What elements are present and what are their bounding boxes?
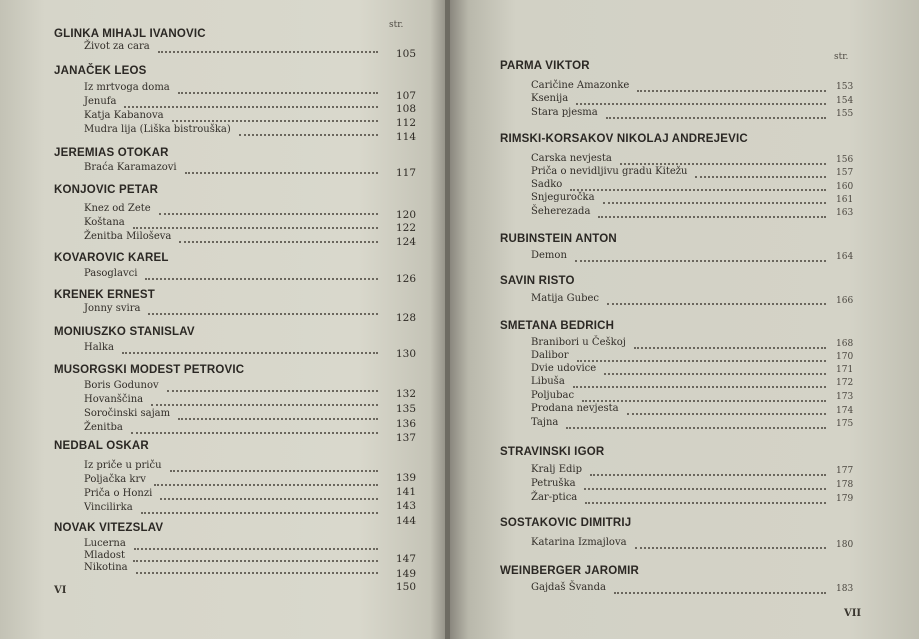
page-number: 143 [396,500,417,512]
page-number: 107 [396,90,417,102]
dot-leader [603,193,826,204]
composer-heading: KONJOVIC PETAR [54,184,159,196]
page-number: 141 [396,486,417,498]
dot-leader [585,493,826,504]
work-title: Katarina Izmajlova [531,537,627,548]
dot-leader [167,381,378,392]
page-number: 166 [836,296,854,306]
page-number: 132 [396,388,417,400]
dot-leader [637,81,826,92]
composer-heading: KRENEK ERNEST [54,289,156,301]
page-number: 122 [396,222,417,234]
work-title: Priča o nevidljivu gradu Kitežu [531,166,688,177]
work-title: Soročinski sajam [84,408,171,419]
dot-leader [576,94,826,105]
page-number: 160 [836,182,854,192]
work-title: Demon [531,250,567,261]
work-title: Dvie udovice [531,363,597,374]
dot-leader [635,538,826,549]
page-number: 149 [396,568,417,580]
dot-leader [154,475,378,486]
work-title: Tajna [531,417,559,428]
dot-leader [570,180,826,191]
composer-heading: GLINKA MIHAJL IVANOVIC [54,28,206,40]
work-title: Ženitba [84,422,123,433]
dot-leader [590,465,826,476]
page-number: 173 [836,392,854,402]
work-title: Stara pjesma [531,107,598,118]
page-number: 168 [836,339,854,349]
page-number: 139 [396,472,417,484]
dot-leader [582,391,826,402]
page-number: 105 [396,48,417,60]
dot-leader [634,338,826,349]
work-title: Mudra lija (Liška bistrouška) [84,124,231,135]
dot-leader [178,409,378,420]
page-number: 170 [836,352,854,362]
work-title: Jenufa [84,96,117,107]
page-folio: VII [844,608,862,619]
work-title: Priča o Honzi [84,488,153,499]
dot-leader [185,163,378,174]
work-title: Hovanščina [84,394,144,405]
composer-heading: STRAVINSKI IGOR [500,446,605,458]
work-title: Halka [84,342,114,353]
work-title: Snjeguročka [531,192,595,203]
work-title: Knez od Zete [84,203,151,214]
composer-heading: JANAČEK LEOS [54,65,147,77]
dot-leader [133,218,378,229]
work-title: Iz priče u priču [84,460,162,471]
work-title: Braća Karamazovi [84,162,177,173]
work-title: Mladost [84,550,125,561]
dot-leader [606,108,826,119]
work-title: Život za cara [84,41,150,52]
right-page [450,0,919,639]
composer-heading: SOSTAKOVIC DIMITRIJ [500,517,632,529]
page-number: 174 [836,406,854,416]
page-number: 178 [836,480,854,490]
work-title: Caričine Amazonke [531,80,630,91]
page-number: 112 [396,117,417,129]
work-title: Ženitba Miloševa [84,231,172,242]
composer-heading: MUSORGSKI MODEST PETROVIC [54,364,245,376]
dot-leader [566,418,826,429]
dot-leader [159,204,378,215]
composer-heading: JEREMIAS OTOKAR [54,147,169,159]
page-number: 155 [836,109,854,119]
page-number: 136 [396,418,417,430]
left-page [0,0,448,639]
dot-leader [577,351,826,362]
page-number: 163 [836,208,854,218]
dot-leader [151,395,378,406]
work-title: Petruška [531,478,576,489]
work-title: Žar-ptica [531,492,578,503]
page-number: 153 [836,82,854,92]
dot-leader [614,583,826,594]
dot-leader [178,83,378,94]
page-number: 144 [396,515,417,527]
dot-leader [133,551,378,562]
composer-heading: PARMA VIKTOR [500,60,590,72]
dot-leader [239,125,378,136]
page-number: 130 [396,348,417,360]
work-title: Libuša [531,376,565,387]
work-title: Boris Godunov [84,380,159,391]
page-number: 114 [396,131,417,143]
work-title: Pasoglavci [84,268,138,279]
work-title: Vincilirka [84,502,133,513]
work-title: Lucerna [84,538,126,549]
work-title: Nikotina [84,562,128,573]
work-title: Koštana [84,217,125,228]
work-title: Poljubac [531,390,575,401]
page-number: 128 [396,312,417,324]
page-number: 164 [836,252,854,262]
page-number: 117 [396,167,417,179]
composer-heading: NEDBAL OSKAR [54,440,149,452]
dot-leader [134,539,378,550]
page-number: 137 [396,432,417,444]
work-title: Iz mrtvoga doma [84,82,170,93]
composer-heading: WEINBERGER JAROMIR [500,565,640,577]
work-title: Dalibor [531,350,569,361]
page-number: 154 [836,96,854,106]
page-number: 161 [836,195,854,205]
composer-heading: SAVIN RISTO [500,275,575,287]
work-title: Gajdaš Švanda [531,582,606,593]
dot-leader [141,503,378,514]
dot-leader [158,42,378,53]
page-number: 177 [836,466,854,476]
work-title: Ksenija [531,93,569,104]
composer-heading: SMETANA BEDRICH [500,320,615,332]
page-number: 156 [836,155,854,165]
work-title: Sadko [531,179,563,190]
page-number: 124 [396,236,417,248]
dot-leader [604,364,826,375]
dot-leader [695,167,826,178]
page-column-label: str. [389,20,404,30]
dot-leader [573,377,826,388]
work-title: Katja Kabanova [84,110,164,121]
dot-leader [179,232,378,243]
dot-leader [620,154,826,165]
dot-leader [584,479,826,490]
work-title: Jonny svira [84,303,141,314]
dot-leader [131,423,378,434]
page-number: 175 [836,419,854,429]
page-number: 135 [396,403,417,415]
dot-leader [575,251,826,262]
dot-leader [122,343,378,354]
dot-leader [627,404,826,415]
page-number: 179 [836,494,854,504]
work-title: Carska nevjesta [531,153,612,164]
composer-heading: RIMSKI-KORSAKOV NIKOLAJ ANDREJEVIC [500,133,748,145]
work-title: Prodana nevjesta [531,403,619,414]
composer-heading: RUBINSTEIN ANTON [500,233,617,245]
composer-heading: NOVAK VITEZSLAV [54,522,164,534]
dot-leader [136,563,378,574]
dot-leader [598,207,826,218]
composer-heading: MONIUSZKO STANISLAV [54,326,195,338]
dot-leader [148,304,378,315]
work-title: Matija Gubec [531,293,600,304]
page-number: 108 [396,103,417,115]
dot-leader [607,294,826,305]
page-number: 150 [396,581,417,593]
page-number: 120 [396,209,417,221]
page-folio: VI [54,585,67,596]
composer-heading: KOVAROVIC KAREL [54,252,169,264]
page-number: 147 [396,553,417,565]
page-number: 171 [836,365,854,375]
dot-leader [170,461,378,472]
page-number: 183 [836,584,854,594]
page-number: 172 [836,378,854,388]
work-title: Šeherezada [531,206,591,217]
page-number: 157 [836,168,854,178]
dot-leader [145,269,378,280]
dot-leader [124,97,378,108]
page-number: 126 [396,273,417,285]
work-title: Branibori u Češkoj [531,337,626,348]
dot-leader [160,489,378,500]
dot-leader [172,111,378,122]
page-number: 180 [836,540,854,550]
work-title: Poljačka krv [84,474,146,485]
work-title: Kralj Edip [531,464,582,475]
page-column-label: str. [834,52,849,62]
